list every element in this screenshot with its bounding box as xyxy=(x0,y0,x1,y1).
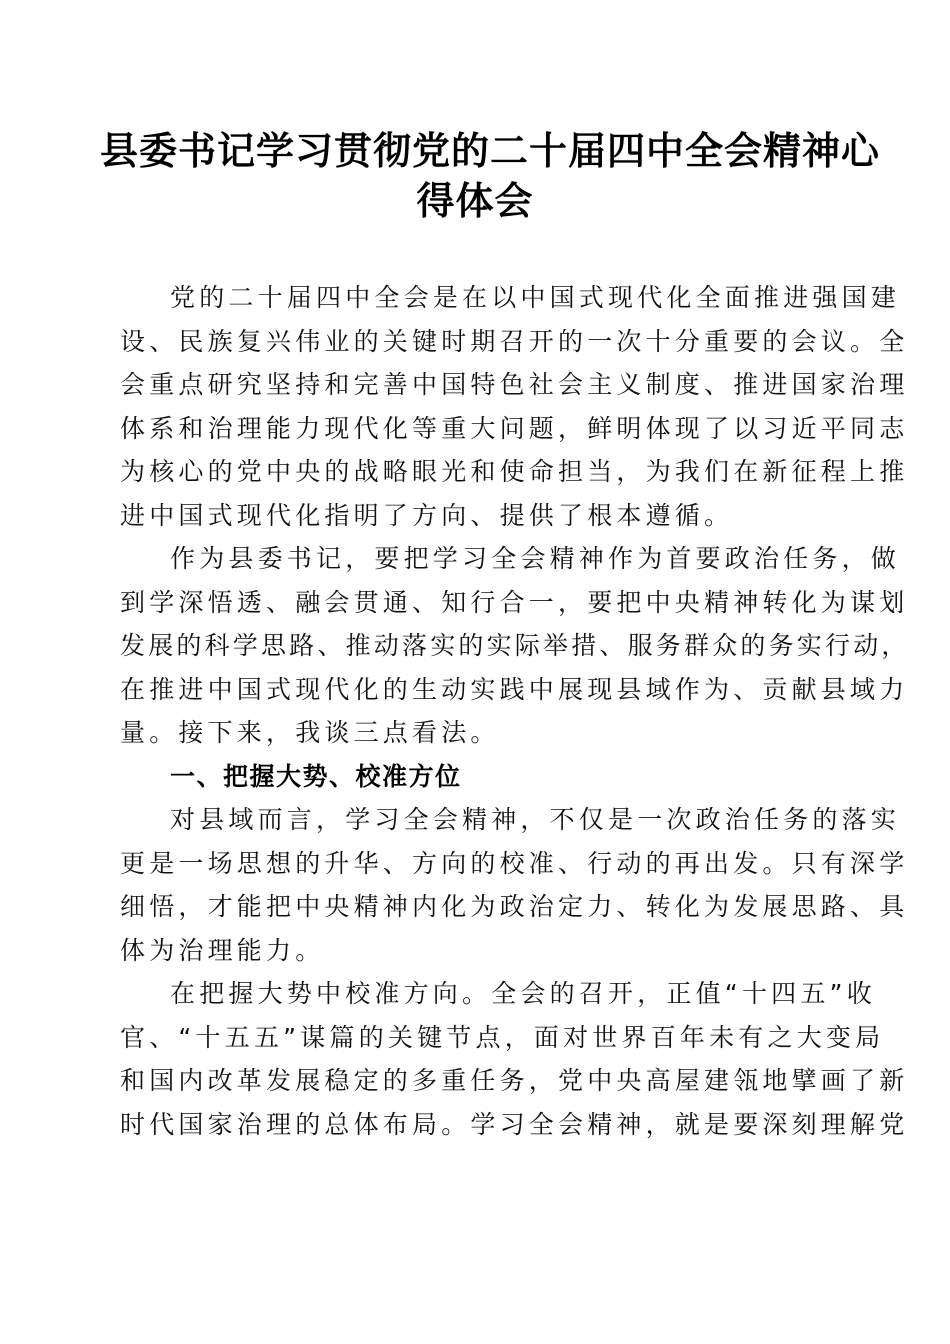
text-line: 和国内改革发展稳定的多重任务，党中央高屋建瓴地擘画了新 xyxy=(120,1066,909,1095)
text-line: 作为县委书记，要把学习全会精神作为首要政治任务，做 xyxy=(170,544,901,573)
section-heading-1: 一、把握大势、校准方位 xyxy=(170,761,462,791)
text-line: 在推进中国式现代化的生动实践中展现县域作为、贡献县域力 xyxy=(120,674,909,704)
text-line: 细悟，才能把中央精神内化为政治定力、转化为发展思路、具 xyxy=(120,892,909,921)
text-line: 时代国家治理的总体布局。学习全会精神，就是要深刻理解党 xyxy=(120,1109,909,1139)
text-line: 量。接下来，我谈三点看法。 xyxy=(120,718,500,747)
text-line: 为核心的党中央的战略眼光和使命担当，为我们在新征程上推 xyxy=(120,457,909,486)
text-line: 到学深悟透、融会贯通、知行合一，要把中央精神转化为谋划 xyxy=(120,587,909,617)
text-line: 发展的科学思路、推动落实的实际举措、服务群众的务实行动， xyxy=(120,631,910,660)
paragraph-section-2 xyxy=(120,972,909,1146)
text-line: 更是一场思想的升华、方向的校准、行动的再出发。只有深学 xyxy=(120,848,909,878)
text-line: 党的二十届四中全会是在以中国式现代化全面推进强国建 xyxy=(170,283,901,312)
text-line: 会重点研究坚持和完善中国特色社会主义制度、推进国家治理 xyxy=(120,370,909,399)
title-line-1: 县委书记学习贯彻党的二十届四中全会精神心 xyxy=(100,128,881,173)
title-line-2: 得体会 xyxy=(416,178,534,223)
text-line: 在把握大势中校准方向。全会的召开，正值“十四五”收 xyxy=(170,979,876,1008)
paragraph-intro xyxy=(120,276,909,537)
text-line: 体为治理能力。 xyxy=(120,935,325,965)
text-line: 对县域而言，学习全会精神，不仅是一次政治任务的落实 xyxy=(170,805,901,834)
text-line: 进中国式现代化指明了方向、提供了根本遵循。 xyxy=(120,500,734,530)
text-line: 设、民族复兴伟业的关键时期召开的一次十分重要的会议。全 xyxy=(120,326,909,356)
document-title xyxy=(100,126,881,226)
paragraph-section-1 xyxy=(120,798,909,972)
paragraph-role xyxy=(120,537,910,755)
document-body xyxy=(120,276,910,1146)
text-line: 体系和治理能力现代化等重大问题，鲜明体现了以习近平同志 xyxy=(120,413,909,443)
text-line: 官、“十五五”谋篇的关键节点，面对世界百年未有之大变局 xyxy=(120,1022,885,1052)
